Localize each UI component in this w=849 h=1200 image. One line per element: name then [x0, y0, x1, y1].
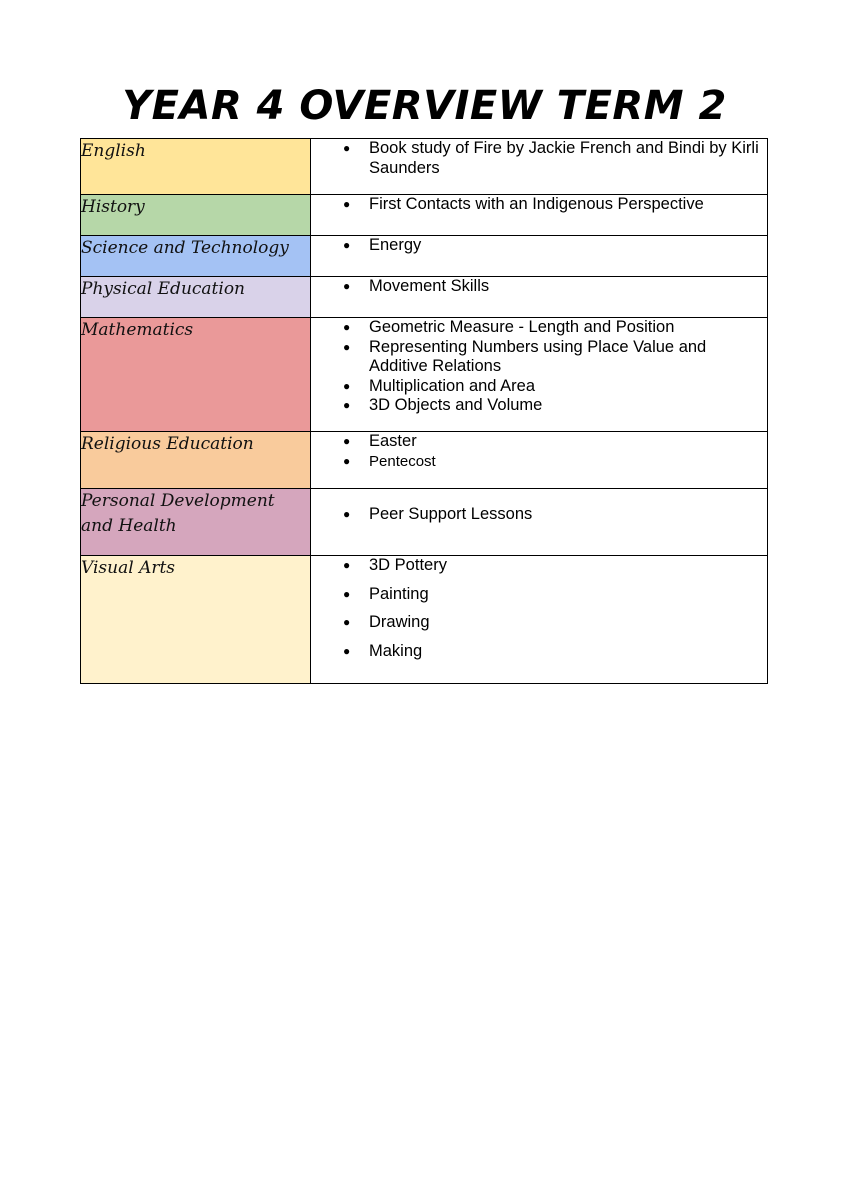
topic-list	[311, 505, 767, 525]
topic-list	[311, 432, 767, 471]
subject-cell-english	[81, 139, 311, 195]
list-item: ● 3D Pottery	[311, 556, 767, 576]
list-item: ● Making	[311, 642, 767, 662]
list-item: ● Painting	[311, 585, 767, 605]
subject-label: Religious Education	[81, 434, 254, 454]
topic-list	[311, 139, 767, 178]
subject-cell-personal-development-and-health	[81, 489, 311, 556]
table-row	[81, 195, 768, 236]
topic-list	[311, 556, 767, 661]
topic-list	[311, 195, 767, 215]
list-item: ● Representing Numbers using Place Value and Additive Relations	[311, 338, 767, 377]
content-cell	[311, 195, 768, 236]
content-cell	[311, 556, 768, 684]
list-item: ● 3D Objects and Volume	[311, 396, 767, 416]
content-cell	[311, 139, 768, 195]
list-item: ● Movement Skills	[311, 277, 767, 297]
topic-list	[311, 236, 767, 256]
table-row	[81, 139, 768, 195]
table-row	[81, 318, 768, 432]
subject-label: Personal Development and Health	[81, 491, 275, 536]
content-cell	[311, 432, 768, 489]
list-item: ● Drawing	[311, 613, 767, 633]
subject-cell-visual-arts	[81, 556, 311, 684]
table-row	[81, 432, 768, 489]
list-item: ● Book study of Fire by Jackie French and Bindi by Kirli Saunders	[311, 139, 767, 178]
subject-label: Science and Technology	[81, 238, 289, 258]
list-item: ● Pentecost	[311, 452, 767, 472]
content-cell	[311, 277, 768, 318]
list-item: ● Peer Support Lessons	[311, 505, 767, 525]
subject-label: English	[81, 141, 146, 161]
table-row	[81, 556, 768, 684]
subject-cell-religious-education	[81, 432, 311, 489]
subject-label: Physical Education	[81, 279, 245, 299]
content-cell	[311, 236, 768, 277]
table-row	[81, 277, 768, 318]
overview-table	[80, 138, 768, 684]
topic-list	[311, 277, 767, 297]
content-cell	[311, 318, 768, 432]
subject-cell-physical-education	[81, 277, 311, 318]
subject-label: History	[81, 197, 145, 217]
topic-list	[311, 318, 767, 416]
list-item: ● Multiplication and Area	[311, 377, 767, 397]
content-cell	[311, 489, 768, 556]
list-item: ● Easter	[311, 432, 767, 452]
subject-label: Mathematics	[81, 320, 194, 340]
table-row	[81, 489, 768, 556]
page-title: YEAR 4 OVERVIEW TERM 2	[122, 83, 727, 129]
table-row	[81, 236, 768, 277]
list-item: ● First Contacts with an Indigenous Perspective	[311, 195, 767, 215]
list-item: ● Energy	[311, 236, 767, 256]
subject-label: Visual Arts	[81, 558, 176, 578]
list-item: ● Geometric Measure - Length and Position	[311, 318, 767, 338]
subject-cell-history	[81, 195, 311, 236]
subject-cell-mathematics	[81, 318, 311, 432]
subject-cell-science-and-technology	[81, 236, 311, 277]
